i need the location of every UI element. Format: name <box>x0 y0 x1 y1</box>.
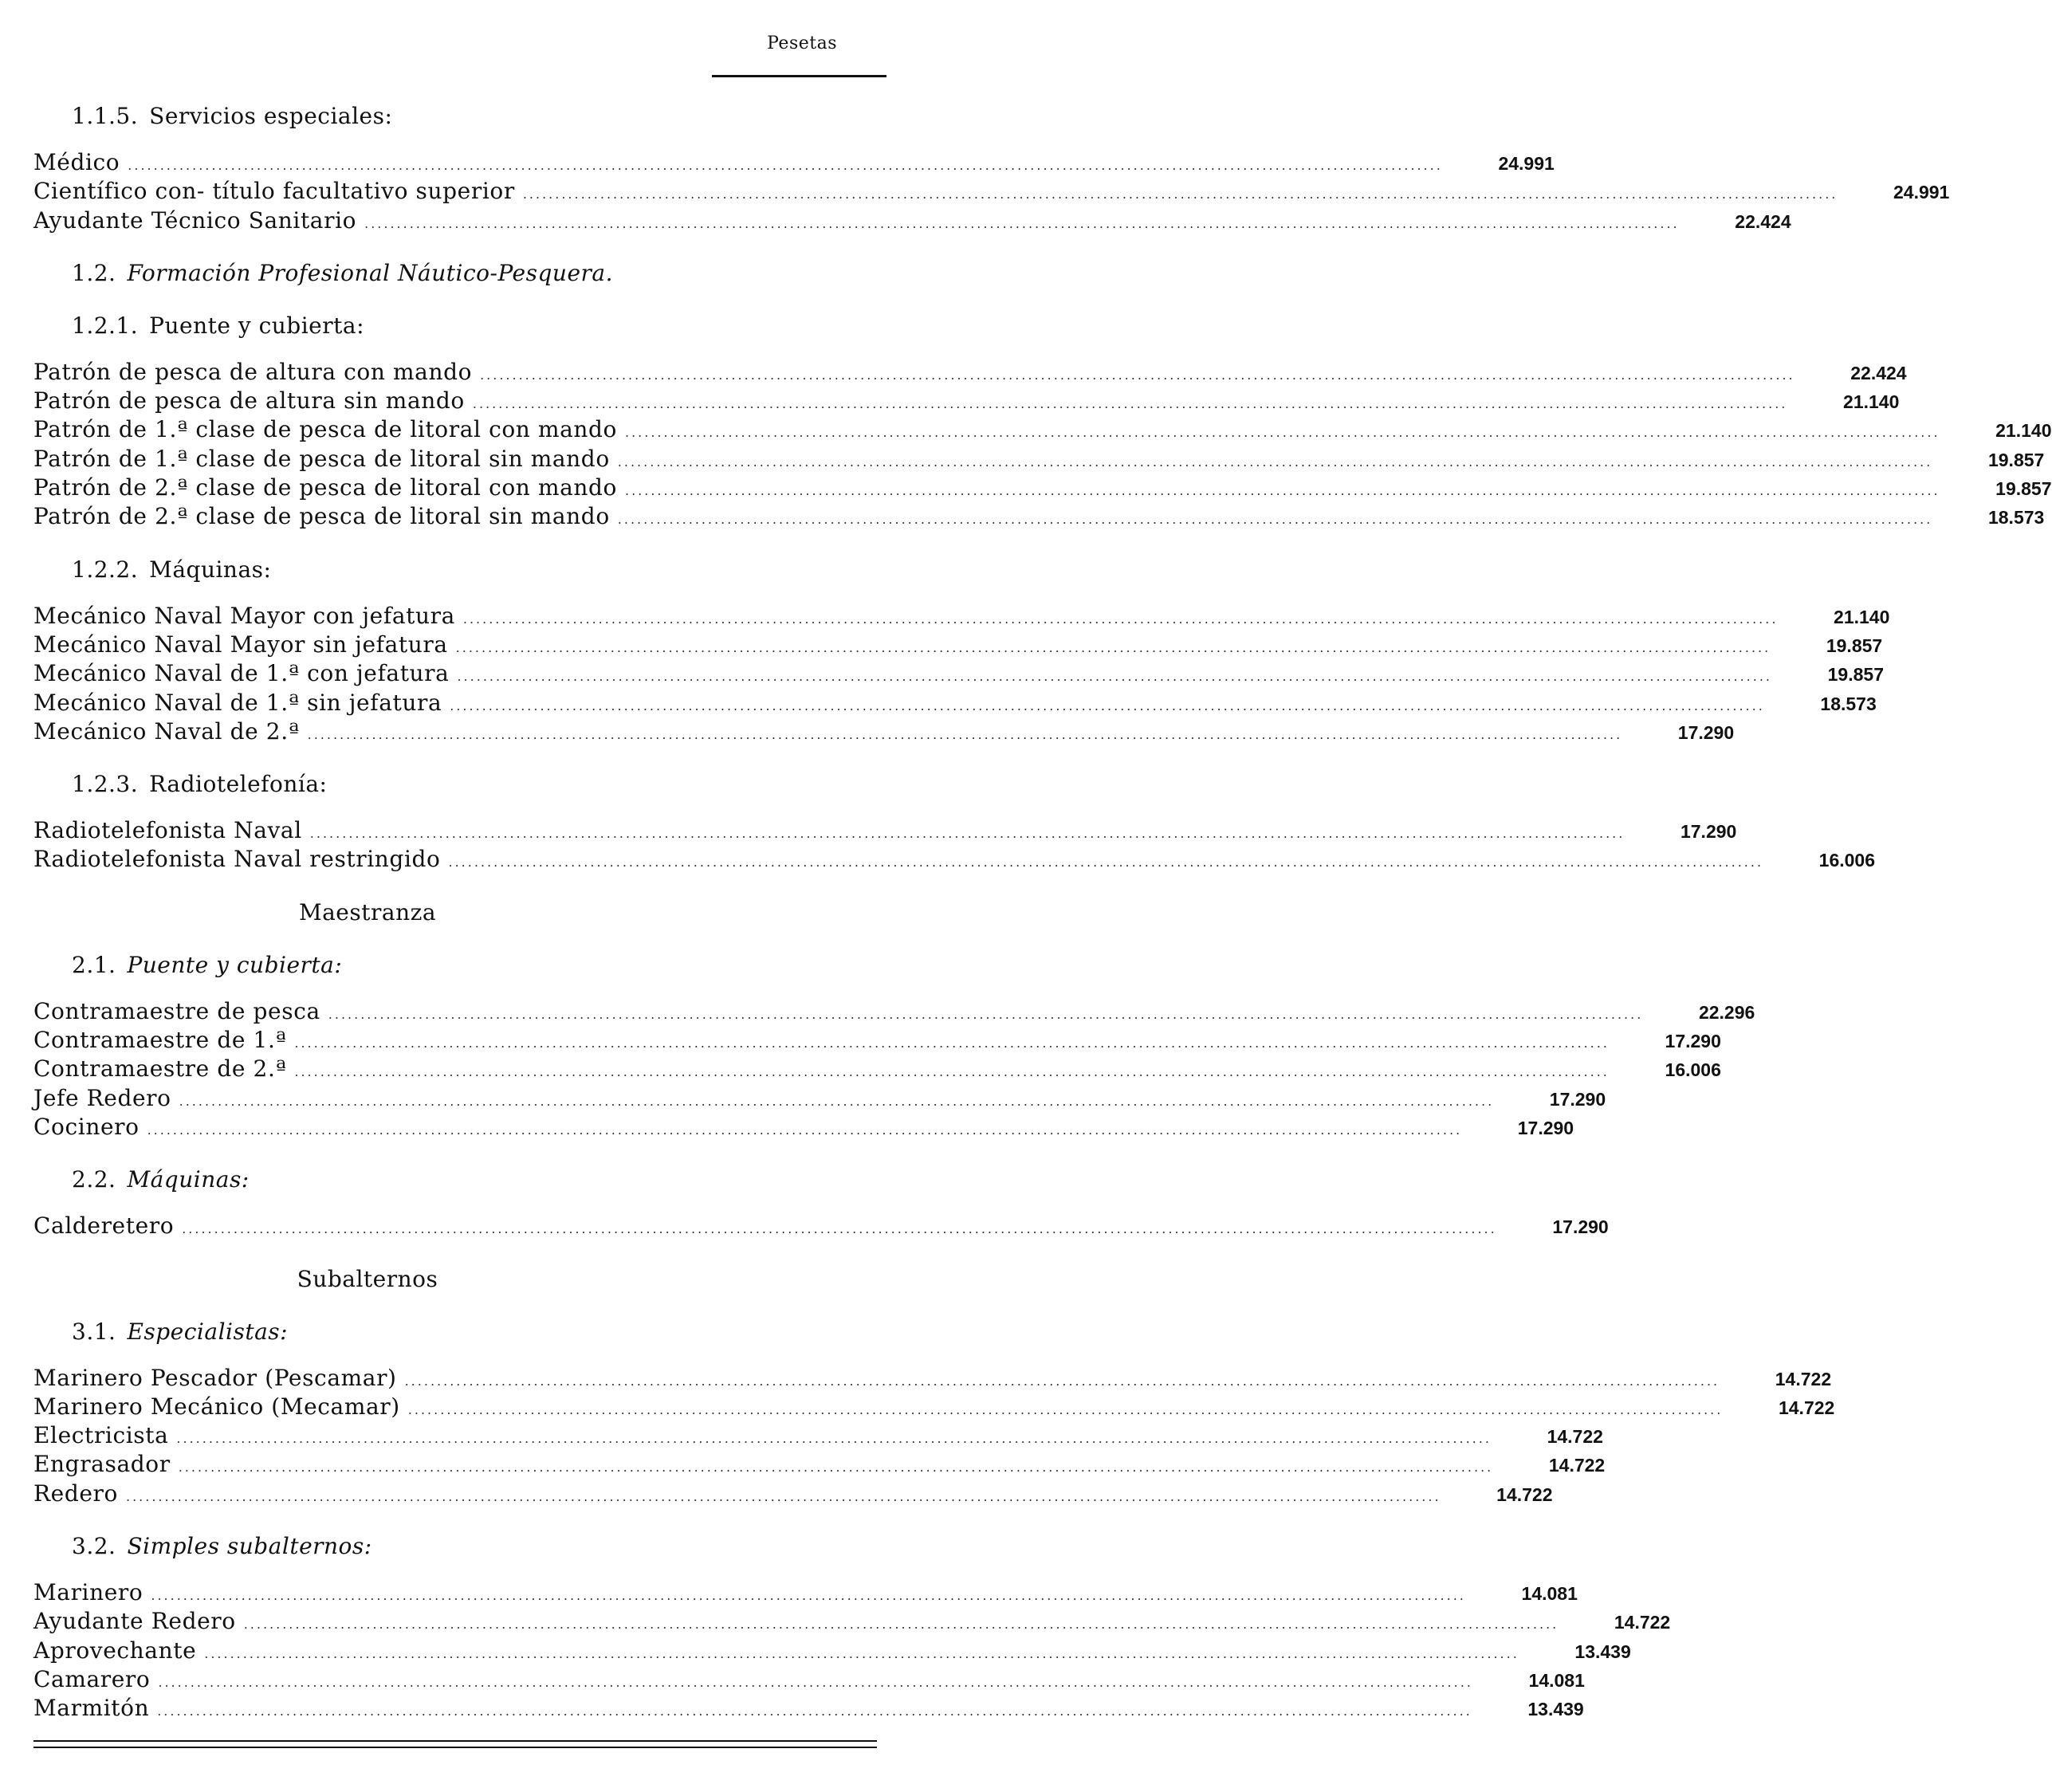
row-value: 17.290 <box>1552 1216 1609 1238</box>
row-label: Mecánico Naval de 2.ª <box>33 717 300 745</box>
row-label: Marmitón <box>33 1695 150 1722</box>
row-value: 13.439 <box>1527 1699 1584 1720</box>
table-row <box>33 1421 1603 1450</box>
table-row <box>33 1055 1721 1083</box>
table-row <box>33 1665 1585 1694</box>
row-value: 16.006 <box>1818 850 1876 871</box>
row-value: 14.081 <box>1521 1583 1578 1605</box>
table-row <box>33 602 1890 631</box>
dot-leader: ............................................................................................................................................................................................................ <box>450 698 1765 713</box>
section-heading <box>33 1318 837 1346</box>
dot-leader: ............................................................................................................................................................................................................ <box>625 425 1940 441</box>
section-gap <box>33 1241 837 1265</box>
row-value: 21.140 <box>1843 391 1900 413</box>
dot-leader: ............................................................................................................................................................................................................ <box>455 639 1771 655</box>
table-row <box>33 1393 1835 1421</box>
row-label: Mecánico Naval de 1.ª sin jefatura <box>33 689 442 716</box>
dot-leader: ............................................................................................................................................................................................................ <box>178 1460 1494 1476</box>
row-value: 18.573 <box>1987 507 2045 529</box>
section-heading <box>33 259 837 288</box>
section-gap <box>33 532 837 556</box>
row-value: 14.722 <box>1778 1397 1835 1418</box>
group-title: Maestranza <box>298 898 437 925</box>
dot-leader: ............................................................................................................................................................................................................ <box>364 215 1680 231</box>
row-label: Marinero Pescador (Pescamar) <box>33 1364 397 1391</box>
section-gap <box>33 1508 837 1532</box>
row-value: 13.439 <box>1574 1641 1631 1662</box>
section-title: Puente y cubierta: <box>149 312 365 339</box>
table-row <box>33 1212 1609 1240</box>
section-gap <box>33 235 837 259</box>
table-row <box>33 845 1876 874</box>
table-row <box>33 1694 1584 1723</box>
row-value: 14.722 <box>1547 1426 1603 1448</box>
table-row <box>33 1113 1574 1142</box>
section-title: Especialistas: <box>127 1318 289 1345</box>
column-header-pesetas: Pesetas <box>767 33 837 53</box>
section-heading <box>33 556 837 584</box>
row-label: Marinero <box>33 1579 143 1606</box>
section-gap <box>33 1142 837 1165</box>
table-row <box>33 1607 1671 1636</box>
heading-gap <box>33 1194 837 1212</box>
heading-gap <box>33 1561 837 1578</box>
dot-leader: ............................................................................................................................................................................................................ <box>157 1704 1472 1719</box>
row-label: Cocinero <box>33 1113 140 1140</box>
section-heading <box>33 312 837 340</box>
table-row <box>33 206 1791 235</box>
table-row <box>33 415 2052 444</box>
row-value: 19.857 <box>1827 664 1884 686</box>
section-number: 1.2.2. <box>72 556 139 583</box>
row-label: Patrón de pesca de altura con mando <box>33 358 473 385</box>
group-title: Subalternos <box>297 1265 438 1292</box>
row-value: 19.857 <box>1995 478 2052 500</box>
section-number: 3.2. <box>72 1533 116 1560</box>
dot-leader: ............................................................................................................................................................................................................ <box>448 855 1764 870</box>
dot-leader: ............................................................................................................................................................................................................ <box>480 367 1795 383</box>
section-title: Máquinas: <box>149 556 272 583</box>
row-label: Radiotelefonista Naval restringido <box>33 846 441 873</box>
section-number: 1.1.5. <box>72 103 139 129</box>
section-title: Simples subalternos: <box>127 1533 372 1560</box>
section-number: 1.2.1. <box>72 312 139 339</box>
heading-gap <box>33 584 837 602</box>
table-row <box>33 387 1900 415</box>
row-label: Marinero Mecánico (Mecamar) <box>33 1393 400 1420</box>
heading-gap <box>33 980 837 997</box>
row-label: Ayudante Técnico Sanitario <box>33 206 357 234</box>
row-value: 17.290 <box>1549 1088 1606 1110</box>
row-value: 17.290 <box>1665 1031 1721 1052</box>
row-value: 14.722 <box>1496 1484 1553 1505</box>
row-value: 24.991 <box>1498 153 1555 174</box>
row-value: 24.991 <box>1893 182 1950 203</box>
row-value: 21.140 <box>1995 420 2052 442</box>
section-number: 2.1. <box>72 951 116 978</box>
row-value: 16.006 <box>1665 1059 1721 1081</box>
closing-rule-top <box>33 1740 877 1742</box>
section-gap <box>33 288 837 312</box>
table-row <box>33 1026 1721 1055</box>
row-label: Patrón de 1.ª clase de pesca de litoral con mando <box>33 416 617 443</box>
heading-gap <box>33 1346 837 1364</box>
section-number: 1.2.3. <box>72 771 139 798</box>
row-label: Contramaestre de pesca <box>33 997 320 1024</box>
row-value: 18.573 <box>1820 693 1877 714</box>
table-row <box>33 631 1883 659</box>
dot-leader: ............................................................................................................................................................................................................ <box>158 1674 1473 1690</box>
row-label: Patrón de 1.ª clase de pesca de litoral sin mando <box>33 445 610 472</box>
section-number: 3.1. <box>72 1318 116 1345</box>
dot-leader: ............................................................................................................................................................................................................ <box>617 512 1933 528</box>
row-value: 17.290 <box>1677 721 1735 743</box>
row-label: Redero <box>33 1480 118 1507</box>
dot-leader: ............................................................................................................................................................................................................ <box>176 1431 1492 1447</box>
table-row <box>33 717 1735 746</box>
dot-leader: ............................................................................................................................................................................................................ <box>204 1645 1519 1661</box>
table-row <box>33 1084 1606 1113</box>
dot-leader: ............................................................................................................................................................................................................ <box>522 187 1838 202</box>
row-label: Mecánico Naval Mayor sin jefatura <box>33 631 448 658</box>
row-value: 22.424 <box>1735 210 1791 232</box>
row-label: Contramaestre de 2.ª <box>33 1055 287 1083</box>
row-value: 14.722 <box>1614 1612 1671 1633</box>
row-label: Contramaestre de 1.ª <box>33 1027 287 1054</box>
section-heading <box>33 951 837 980</box>
table-row <box>33 148 1555 177</box>
heading-gap <box>33 340 837 358</box>
table-row <box>33 445 2045 474</box>
row-value: 19.857 <box>1987 449 2045 470</box>
column-header-rule <box>712 75 886 77</box>
table-row <box>33 816 1737 845</box>
section-title: Servicios especiales: <box>149 103 393 129</box>
row-label: Radiotelefonista Naval <box>33 817 302 844</box>
table-row <box>33 358 1907 387</box>
table-row <box>33 1578 1578 1607</box>
row-label: Calderetero <box>33 1212 175 1240</box>
row-value: 19.857 <box>1826 635 1883 656</box>
section-gap <box>33 927 837 951</box>
row-label: Mecánico Naval de 1.ª con jefatura <box>33 660 450 687</box>
table-row <box>33 1450 1606 1479</box>
table-row <box>33 1364 1832 1393</box>
row-value: 14.722 <box>1775 1368 1832 1389</box>
dot-leader: ............................................................................................................................................................................................................ <box>151 1588 1466 1604</box>
table-row <box>33 689 1877 717</box>
dot-leader: ............................................................................................................................................................................................................ <box>294 1064 1610 1080</box>
section-heading <box>33 1165 837 1194</box>
section-heading <box>33 770 837 799</box>
section-title: Puente y cubierta: <box>127 951 343 978</box>
heading-gap <box>33 799 837 816</box>
row-label: Mecánico Naval Mayor con jefatura <box>33 602 455 629</box>
dot-leader: ............................................................................................................................................................................................................ <box>294 1036 1610 1051</box>
section-number: 1.2. <box>72 259 116 286</box>
row-label: Engrasador <box>33 1451 171 1478</box>
dot-leader: ............................................................................................................................................................................................................ <box>147 1122 1463 1138</box>
dot-leader: ............................................................................................................................................................................................................ <box>404 1373 1720 1389</box>
section-title: Radiotelefonía: <box>149 771 328 798</box>
dot-leader: ............................................................................................................................................................................................................ <box>128 158 1443 173</box>
row-label: Jefe Redero <box>33 1084 171 1111</box>
section-heading <box>33 1532 837 1561</box>
row-value: 22.424 <box>1850 362 1907 383</box>
row-value: 17.290 <box>1517 1117 1574 1138</box>
table-row <box>33 502 2045 531</box>
row-value: 14.722 <box>1548 1455 1606 1476</box>
row-value: 22.296 <box>1698 1001 1755 1023</box>
heading-gap <box>33 131 837 148</box>
salary-table <box>33 102 2052 1723</box>
dot-leader: ............................................................................................................................................................................................................ <box>617 454 1933 470</box>
dot-leader: ............................................................................................................................................................................................................ <box>243 1617 1559 1633</box>
closing-rule-bottom <box>33 1747 877 1748</box>
row-label: Científico con- título facultativo superior <box>33 178 515 205</box>
dot-leader: ............................................................................................................................................................................................................ <box>457 669 1772 685</box>
row-label: Patrón de 2.ª clase de pesca de litoral con mando <box>33 474 617 501</box>
row-label: Camarero <box>33 1665 151 1692</box>
table-row <box>33 474 2052 502</box>
row-label: Patrón de 2.ª clase de pesca de litoral sin mando <box>33 503 610 530</box>
dot-leader: ............................................................................................................................................................................................................ <box>407 1401 1724 1417</box>
table-row <box>33 997 1755 1026</box>
table-row <box>33 177 1950 206</box>
dot-leader: ............................................................................................................................................................................................................ <box>625 483 1940 499</box>
row-value: 21.140 <box>1834 606 1890 627</box>
row-label: Médico <box>33 149 120 175</box>
dot-leader: ............................................................................................................................................................................................................ <box>462 611 1779 627</box>
dot-leader: ............................................................................................................................................................................................................ <box>472 396 1788 412</box>
dot-leader: ............................................................................................................................................................................................................ <box>307 726 1623 742</box>
section-title: Formación Profesional Náutico-Pesquera. <box>127 259 613 286</box>
section-gap <box>33 874 837 898</box>
dot-leader: ............................................................................................................................................................................................................ <box>179 1093 1495 1109</box>
row-value: 17.290 <box>1680 821 1737 843</box>
row-label: Aprovechante <box>33 1637 197 1664</box>
section-heading <box>33 102 837 131</box>
row-value: 14.081 <box>1528 1669 1585 1691</box>
table-row <box>33 1480 1553 1508</box>
row-label: Patrón de pesca de altura sin mando <box>33 387 465 415</box>
section-number: 2.2. <box>72 1166 116 1193</box>
dot-leader: ............................................................................................................................................................................................................ <box>309 826 1625 842</box>
dot-leader: ............................................................................................................................................................................................................ <box>126 1488 1441 1504</box>
row-label: Electricista <box>33 1422 169 1449</box>
section-title: Máquinas: <box>127 1166 250 1193</box>
table-row <box>33 659 1884 688</box>
dot-leader: ............................................................................................................................................................................................................ <box>182 1221 1497 1237</box>
row-label: Ayudante Redero <box>33 1608 236 1635</box>
section-gap <box>33 1294 837 1318</box>
table-row <box>33 1637 1631 1665</box>
section-gap <box>33 746 837 770</box>
dot-leader: ............................................................................................................................................................................................................ <box>328 1006 1644 1022</box>
